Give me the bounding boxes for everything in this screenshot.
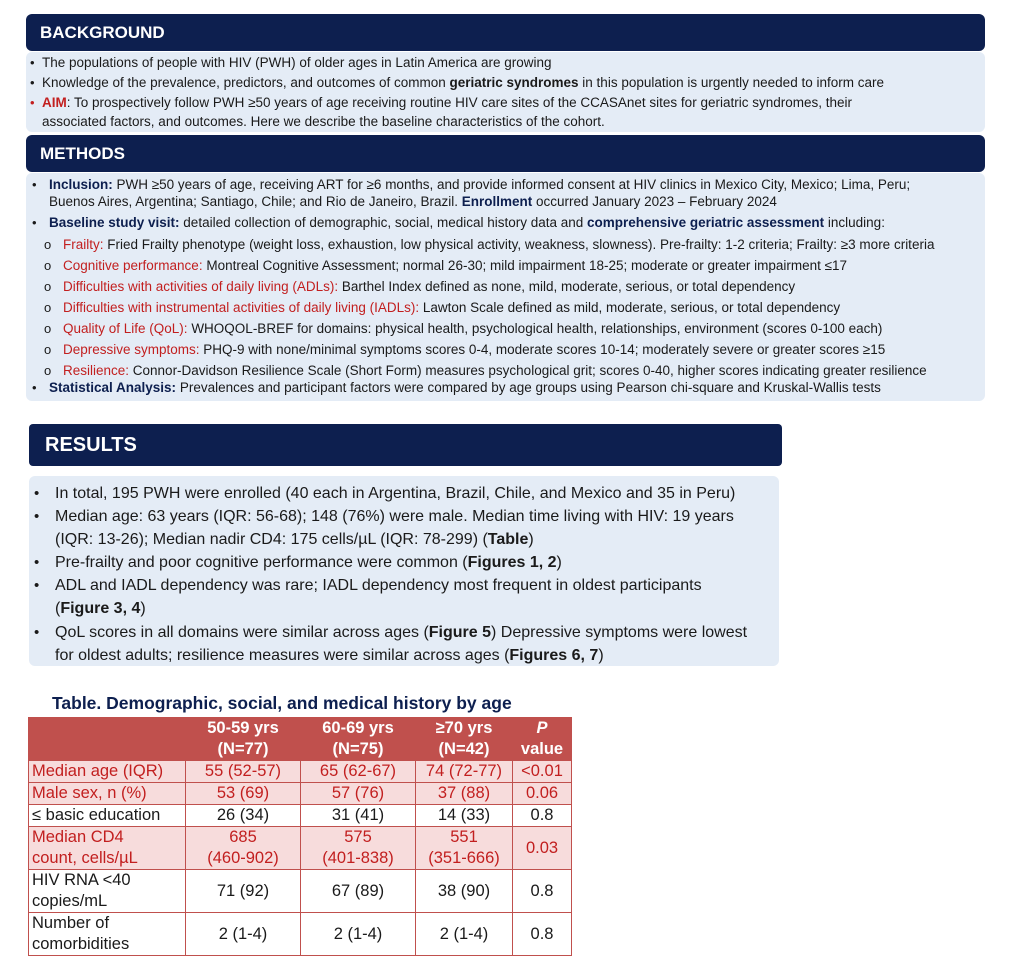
cell-70-plus: 2 (1-4) (416, 913, 513, 956)
methods-header (26, 135, 985, 172)
cell-50-59: 2 (1-4) (186, 913, 301, 956)
table-header-cell: 60-69 yrs (N=75) (301, 718, 416, 761)
demographics-table (28, 717, 572, 956)
table-header-cell: P value (513, 718, 572, 761)
cell-50-59: 53 (69) (186, 783, 301, 805)
row-label: Median CD4 count, cells/µL (29, 827, 186, 870)
row-label: Male sex, n (%) (29, 783, 186, 805)
statistical-analysis-line: Statistical Analysis: Prevalences and participant factors were compared by age groups using Pearson chi-square and Kruskal-Wallis tests (49, 380, 881, 395)
bullet: • (30, 55, 35, 70)
results-bullet-3: Pre-frailty and poor cognitive performance were common (Figures 1, 2) (55, 554, 562, 571)
inclusion-line-2: Buenos Aires, Argentina; Santiago, Chile; and Rio de Janeiro, Brazil. Enrollment occurred January 2023 – February 2024 (49, 194, 777, 209)
cell-50-59: 685 (460-902) (186, 827, 301, 870)
sub-bullet: o (44, 279, 52, 294)
cognitive-line: Cognitive performance: Montreal Cognitive Assessment; normal 26-30; mild impairment 18-25; moderate or greater impairment ≤17 (63, 258, 848, 273)
cell-70-plus: 37 (88) (416, 783, 513, 805)
table-row (29, 827, 572, 870)
sub-bullet: o (44, 237, 52, 252)
adl-line: Difficulties with activities of daily living (ADLs): Barthel Index defined as none, mild, moderate, serious, or total dependency (63, 279, 796, 294)
bullet: • (34, 577, 40, 594)
background-heading: BACKGROUND (40, 23, 165, 42)
results-bullet-4-line-2: (Figure 3, 4) (55, 600, 146, 617)
iadl-line: Difficulties with instrumental activities of daily living (IADLs): Lawton Scale defined as mild, moderate, serious, or total dependency (63, 300, 841, 315)
table-row (29, 761, 572, 783)
table-header-cell (29, 718, 186, 761)
cell-p-value: 0.8 (513, 913, 572, 956)
sub-bullet: o (44, 342, 52, 357)
results-bullet-5-line-1: QoL scores in all domains were similar across ages (Figure 5) Depressive symptoms were lowest (55, 624, 748, 641)
cell-p-value: <0.01 (513, 761, 572, 783)
cell-60-69: 67 (89) (301, 870, 416, 913)
cell-50-59: 26 (34) (186, 805, 301, 827)
results-header (29, 424, 782, 466)
results-heading: RESULTS (45, 434, 137, 456)
aim-line-1: AIM: To prospectively follow PWH ≥50 years of age receiving routine HIV care sites of the CCASAnet sites for geriatric syndromes, their (42, 95, 852, 110)
cell-p-value: 0.03 (513, 827, 572, 870)
cell-p-value: 0.8 (513, 805, 572, 827)
table-header-row (29, 718, 572, 761)
bullet: • (34, 554, 40, 571)
bullet: • (30, 95, 35, 110)
table-row (29, 913, 572, 956)
cell-70-plus: 551 (351-666) (416, 827, 513, 870)
cell-60-69: 57 (76) (301, 783, 416, 805)
row-label: Number of comorbidities (29, 913, 186, 956)
cell-60-69: 2 (1-4) (301, 913, 416, 956)
row-label: ≤ basic education (29, 805, 186, 827)
table-header-cell: 50-59 yrs (N=77) (186, 718, 301, 761)
cell-50-59: 71 (92) (186, 870, 301, 913)
row-label: Median age (IQR) (29, 761, 186, 783)
bullet: • (34, 508, 40, 525)
table-caption: Table. Demographic, social, and medical history by age (52, 693, 512, 713)
results-bullet-2-line-2: (IQR: 13-26); Median nadir CD4: 175 cells/µL (IQR: 78-299) (Table) (55, 531, 534, 548)
results-bullet-5-line-2: for oldest adults; resilience measures were similar across ages (Figures 6, 7) (55, 647, 604, 664)
bullet: • (32, 380, 37, 395)
sub-bullet: o (44, 300, 52, 315)
sub-bullet: o (44, 321, 52, 336)
cell-p-value: 0.8 (513, 870, 572, 913)
frailty-line: Frailty: Fried Frailty phenotype (weight loss, exhaustion, low physical activity, weakness, slowness). Pre-frailty: 1-2 criteria; Frailty: ≥3 more criteria (63, 237, 935, 252)
aim-line-2: associated factors, and outcomes. Here we describe the baseline characteristics of the cohort. (42, 114, 605, 129)
qol-line: Quality of Life (QoL): WHOQOL-BREF for domains: physical health, psychological health, relationships, environment (scores 0-100 each) (63, 321, 883, 336)
bullet: • (34, 485, 40, 502)
cell-50-59: 55 (52-57) (186, 761, 301, 783)
cell-70-plus: 74 (72-77) (416, 761, 513, 783)
bullet: • (32, 215, 37, 230)
sub-bullet: o (44, 258, 52, 273)
background-bullet-2: Knowledge of the prevalence, predictors, and outcomes of common geriatric syndromes in this population is urgently needed to inform care (42, 75, 884, 90)
bullet: • (32, 177, 37, 192)
background-bullet-1: The populations of people with HIV (PWH) of older ages in Latin America are growing (42, 55, 552, 70)
results-bullet-2-line-1: Median age: 63 years (IQR: 56-68); 148 (76%) were male. Median time living with HIV: 19 years (55, 508, 734, 525)
depressive-line: Depressive symptoms: PHQ-9 with none/minimal symptoms scores 0-4, moderate scores 10-14; moderately severe or greater scores ≥15 (63, 342, 886, 357)
resilience-line: Resilience: Connor-Davidson Resilience Scale (Short Form) measures psychological grit; scores 0-40, higher scores indicating greater resilience (63, 363, 927, 378)
table-row (29, 783, 572, 805)
methods-heading: METHODS (40, 144, 125, 163)
cell-70-plus: 38 (90) (416, 870, 513, 913)
row-label: HIV RNA <40 copies/mL (29, 870, 186, 913)
table-row (29, 805, 572, 827)
results-bullet-4-line-1: ADL and IADL dependency was rare; IADL dependency most frequent in oldest participants (55, 577, 702, 594)
sub-bullet: o (44, 363, 52, 378)
cell-70-plus: 14 (33) (416, 805, 513, 827)
background-header (26, 14, 985, 51)
baseline-visit-line: Baseline study visit: detailed collection of demographic, social, medical history data and comprehensive geriatric assessment including: (49, 215, 885, 230)
bullet: • (30, 75, 35, 90)
results-bullet-1: In total, 195 PWH were enrolled (40 each in Argentina, Brazil, Chile, and Mexico and 35 in Peru) (55, 485, 736, 502)
bullet: • (34, 624, 40, 641)
cell-60-69: 575 (401-838) (301, 827, 416, 870)
table-header-cell: ≥70 yrs (N=42) (416, 718, 513, 761)
cell-60-69: 31 (41) (301, 805, 416, 827)
table-row (29, 870, 572, 913)
cell-60-69: 65 (62-67) (301, 761, 416, 783)
inclusion-line-1: Inclusion: PWH ≥50 years of age, receiving ART for ≥6 months, and provide informed consent at HIV clinics in Mexico City, Mexico; Lima, Peru; (49, 177, 911, 192)
cell-p-value: 0.06 (513, 783, 572, 805)
